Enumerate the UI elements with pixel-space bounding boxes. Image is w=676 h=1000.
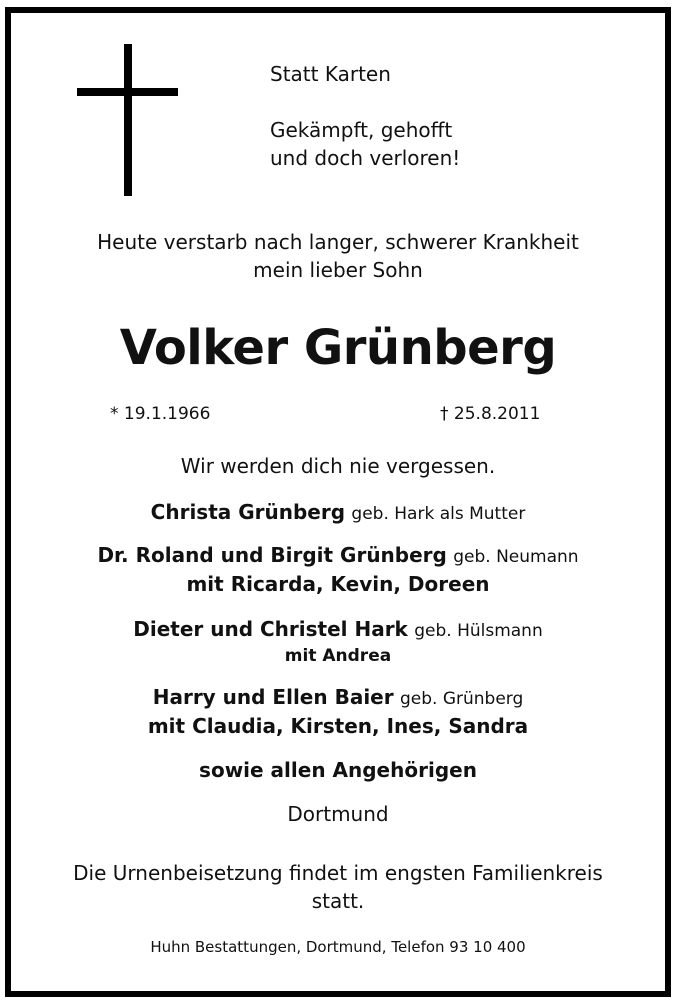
mourner-2-note: geb. Neumann [453,547,579,567]
mourner-4-note: geb. Grünberg [399,689,524,709]
burial-line-1: Die Urnenbeisetzung findet im engsten Familienkreis [73,861,603,885]
mourner-2 [0,541,676,571]
intro-line-2: mein lieber Sohn [253,258,423,282]
undertaker-line: Huhn Bestattungen, Dortmund, Telefon 93 10 400 [150,938,526,956]
mourner-4-children: mit Claudia, Kirsten, Ines, Sandra [147,714,529,738]
farewell-line: Wir werden dich nie vergessen. [180,454,496,478]
death-date: † 25.8.2011 [440,404,541,424]
mourner-3-note: geb. Hülsmann [414,621,543,641]
mourner-3 [0,615,676,645]
relatives-line: sowie allen Angehörigen [199,758,477,782]
mourner-3-name: Dieter und Christel Hark [133,617,408,641]
motto-line-2: Gekämpft, gehofft [270,118,453,142]
deceased-name: Volker Grünberg [119,320,557,376]
mourner-2-children: mit Ricarda, Kevin, Doreen [186,572,490,596]
mourner-3-children: mit Andrea [284,646,392,666]
motto-line-3: und doch verloren! [270,146,461,170]
mourner-4-name: Harry und Ellen Baier [152,685,394,709]
motto-statt-karten: Statt Karten [270,62,391,86]
intro-line-1: Heute verstarb nach langer, schwerer Krankheit [97,230,579,254]
mourner-4 [0,683,676,713]
birth-date: * 19.1.1966 [110,404,211,424]
mourner-1-note: geb. Hark als Mutter [351,504,526,524]
mourner-1 [0,498,676,528]
mourner-2-name: Dr. Roland und Birgit Grünberg [97,543,447,567]
mourner-1-name: Christa Grünberg [150,500,346,524]
city-line: Dortmund [287,802,389,826]
burial-line-2: statt. [311,889,365,913]
